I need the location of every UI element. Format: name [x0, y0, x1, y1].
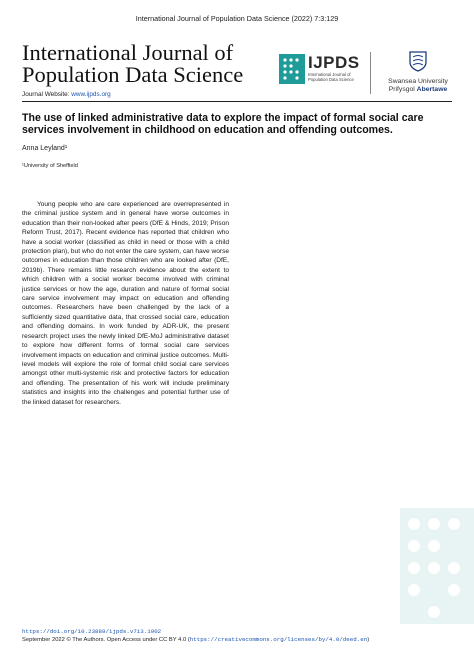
page-footer: [22, 628, 369, 644]
swansea-university-logo: [382, 50, 454, 96]
license-line: [22, 636, 369, 644]
university-welsh-bold: Abertawe: [416, 86, 448, 93]
abstract-body: Young people who are care experienced are overrepresented in the criminal justice system and in general have worse outcomes in education than their non-looked after peers (DfE & Hinds, 2019; Prison Reform Trust, 2017). Recent evidence has reported that children who have a social worker (classified as child in need or those with a child protection plan), but who do not enter the care system, can have worse outcomes in education than those children who are looked after (DfE, 2019b). There remains little research evidence about the extent to which children with a social worker become involved with criminal justice services or how the age, duration and nature of formal social care service involvement may impact on education and offending outcomes. Researchers have been challenged by the lack of a sufficiently sized quantitative data, that crossed social care, education and offending domains. In work funded by ADR-UK, the present research project uses the newly linked DfE-MoJ administrative dataset to explore how different forms of formal social care services involvement impacts on education and criminal justice outcomes. Multi-level models will explore the role of formal child social care services amongst other multi-systemic risk and protective factors for education and offending. The presentation of his work will include preliminary statistics and insights into the challenges and potential further use of the linked dataset for researchers.: [22, 201, 229, 406]
swansea-crest-icon: [407, 50, 429, 72]
author-affiliation: ¹University of Sheffield: [22, 163, 78, 169]
article-title: The use of linked administrative data to explore the impact of formal social care services involvement in childhood on education and offending outcomes.: [22, 112, 424, 136]
doi-link[interactable]: https://doi.org/10.23889/ijpds.v7i3.1902: [22, 628, 162, 635]
author-name: Anna Leyland¹: [22, 145, 68, 152]
ijdps-mark-icon: [279, 54, 305, 84]
journal-website: [22, 91, 111, 98]
license-link[interactable]: https://creativecommons.org/licenses/by/4.0/deed.en: [189, 636, 368, 643]
university-name-welsh: [382, 86, 454, 94]
logo-divider: [370, 52, 371, 94]
ijdps-subtitle: [308, 72, 364, 82]
journal-title-line2: Population Data Science: [22, 62, 244, 87]
university-welsh-prefix: Prifysgol: [388, 86, 415, 93]
website-label: Journal Website:: [22, 91, 70, 98]
ijdps-logo: [279, 54, 363, 86]
ijdps-wordmark: IJPDS: [308, 53, 360, 72]
university-name-english: Swansea University: [388, 78, 448, 85]
ijdps-subtitle-line1: International Journal of: [308, 72, 351, 77]
license-close: ): [367, 637, 370, 643]
journal-title: [22, 42, 262, 86]
website-link[interactable]: www.ijpds.org: [71, 91, 111, 98]
header-rule: [22, 101, 452, 102]
license-text: September 2022 © The Authors. Open Access under CC BY 4.0 (: [22, 637, 190, 643]
decorative-teal-pattern: [400, 508, 474, 624]
ijdps-subtitle-line2: Population Data Science: [308, 77, 354, 82]
journal-title-line1: International Journal of: [22, 40, 234, 65]
running-head: International Journal of Population Data Science (2022) 7:3:129: [135, 14, 339, 23]
